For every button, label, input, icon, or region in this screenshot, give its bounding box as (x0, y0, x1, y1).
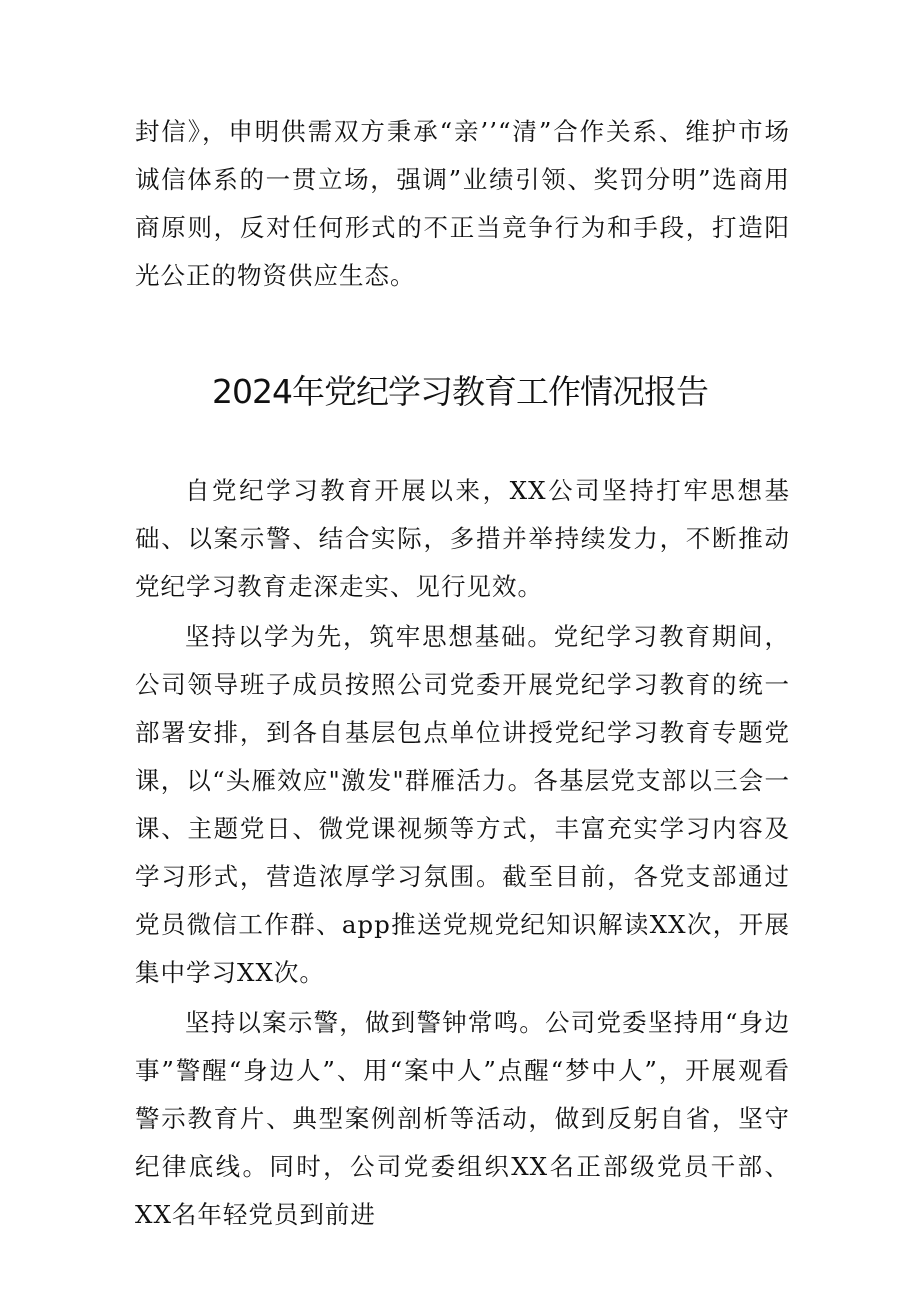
paragraph-intro: 自党纪学习教育开展以来，XX公司坚持打牢思想基础、以案示警、结合实际，多措并举持续发力，不断推动党纪学习教育走深走实、见行见效。 (135, 476, 790, 601)
report-body (135, 467, 790, 1241)
paragraph-study: 坚持以学为先，筑牢思想基础。党纪学习教育期间，公司领导班子成员按照公司党委开展党纪学习教育的统一部署安排，到各自基层包点单位讲授党纪学习教育专题党课，以“头雁效应"激发"群雁活力。各基层党支部以三会一课、主题党日、微党课视频等方式，丰富充实学习内容及学习形式，营造浓厚学习氛围。截至目前，各党支部通过党员微信工作群、app推送党规党纪知识解读XX次，开展集中学习XX次。 (135, 622, 790, 987)
continued-paragraph: 封信》，申明供需双方秉承“亲’’“清”合作关系、维护市场诚信体系的一贯立场，强调”业绩引领、奖罚分明”选商用商原则，反对任何形式的不正当竞争行为和手段，打造阳光公正的物资供应生态。 (135, 117, 790, 290)
report-title: 2024年党纪学习教育工作情况报告 (212, 372, 708, 411)
paragraph-warning: 坚持以案示警，做到警钟常鸣。公司党委坚持用“身边事”警醒“身边人”、用“案中人”点醒“梦中人”，开展观看警示教育片、典型案例剖析等活动，做到反躬自省，坚守纪律底线。同时，公司党委组织XX名正部级党员干部、XX名年轻党员到前进 (135, 1008, 790, 1229)
